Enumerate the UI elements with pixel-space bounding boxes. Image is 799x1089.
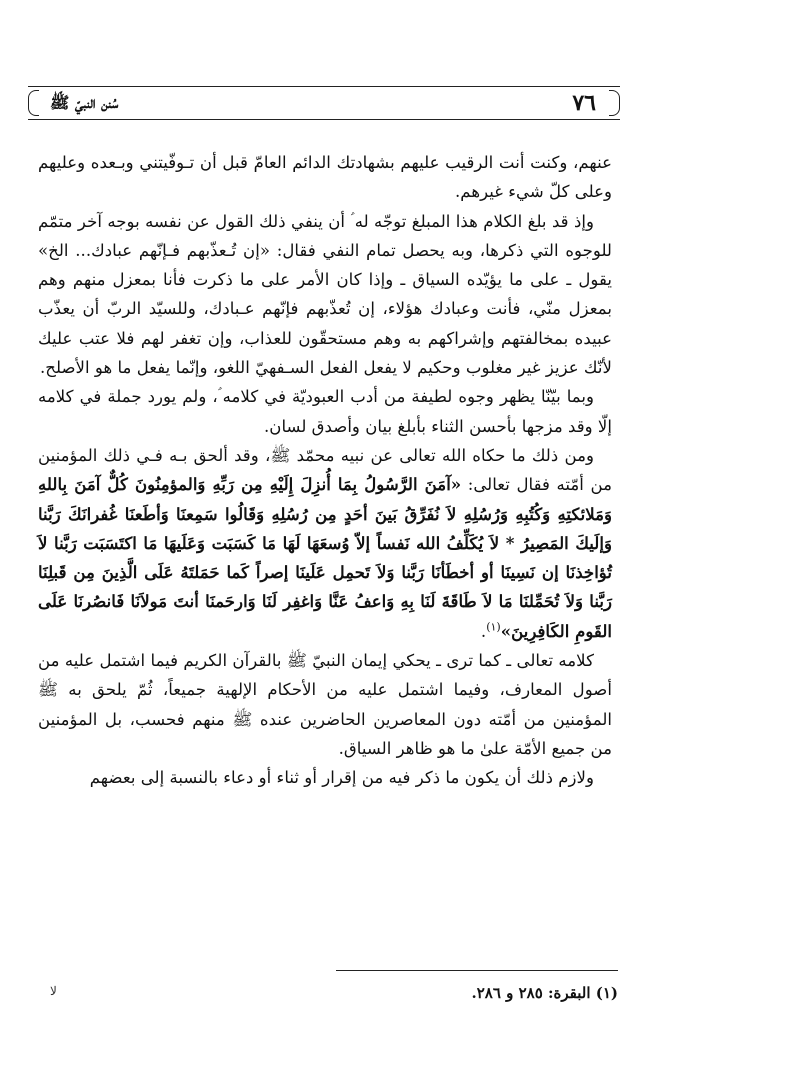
page-number: ٧٦ [572, 90, 596, 116]
paragraph: وإذ قد بلغ الكلام هذا المبلغ توجّه له ؑ أن ينفي ذلك القول عن نفسه بوجه آخر متمّم للوجوه التي ذكرها، وبه يحصل تمام النفي فقال: «إن تُـعذّبهم فـإنّهم عبادك... الخ» يقول ـ على ما يؤيّده السياق ـ وإذا كان الأمر على ما ذكرت فأنا بمعزل منهم وهم بمعزل منّي، فأنت وعبادك هؤلاء، إن تُعذّبهم فإنّهم عـبادك، وللسيّد الربّ أن يعذّب عبيده بمخالفتهم وإشراكهم به وهم مستحقّون للعذاب، وإن تغفر لهم فلا عتب عليك لأنّك عزيز غير مغلوب وحكيم لا يفعل الفعل السـفهيّ اللغو، وإنّما يفعل ما هو الأصلح. [38, 211, 612, 378]
paragraph-lead: ومن ذلك ما حكاه الله تعالى عن نبيه محمّد ﷺ، وقد ألحق بـه فـي ذلك المؤمنين من أمّته فقال تعالى: [38, 445, 612, 495]
paragraph-with-quran-quote [38, 441, 612, 646]
paragraph: كلامه تعالى ـ كما ترى ـ يحكي إيمان النبيّ ﷺ بالقرآن الكريم فيما اشتمل عليه من أصول المعارف، وفيما اشتمل عليه من الأحكام الإلهية جميعاً، ثُمّ يلحق به ﷺ المؤمنين من أمّته دون المعاصرين الحاضرين عنده ﷺ منهم فحسب، بل المؤمنين من جميع الأمّة علىٰ ما هو ظاهر السياق. [38, 651, 612, 758]
paragraph: عنهم، وكنت أنت الرقيب عليهم بشهادتك الدائم العامّ قبل أن تـوفّيتني وبـعده وعليهم وعلى كلّ شيء غيرهم. [38, 153, 612, 202]
quran-quote: «آمَنَ الرَّسُولُ بِمَا أُنزِلَ إِلَيْهِ مِن رَبِّهِ وَالمؤمِنُونَ كُلٌّ آمَنَ بِاللهِ وَمَلائكتِهِ وَكُتُبِهِ وَرُسُلِهِ لاَ نُفَرِّقُ بَينَ أحَدٍ مِن رُسُلِهِ وَقَالُوا سَمِعنَا وَأطَعنَا غُفرانَكَ رَبَّنا وَإلَيكَ المَصِيرُ * لاَ يُكَلِّفُ الله نَفساً إلاّ وُسعَهَا لَهَا مَا كَسَبَت وَعَلَيهَا مَا اكتَسَبَت رَبَّنا لاَ تُؤاخِذنَا إن نَسِينَا أو أخطَأنَا رَبَّنا وَلاَ تَحمِل عَلَينَا إصراً كَما حَمَلتَهُ عَلَى الَّذِينَ مِن قَبلِنَا رَبَّنا وَلاَ تُحَمِّلنَا مَا لاَ طَاقَةَ لَنَا بِهِ وَاعفُ عَنَّا وَاغفِر لَنَا وَارحَمنَا أنتَ مَولاَنَا فَانصُرنَا عَلَى القَومِ الكَافِرِينَ» [38, 474, 612, 641]
footnote: (١) البقرة: ٢٨٥ و ٢٨٦. [471, 984, 618, 1002]
main-text [38, 148, 612, 793]
running-title: سُنن النبيّ ﷺ [50, 93, 119, 112]
running-header [28, 86, 620, 120]
paragraph-tail: . [480, 621, 487, 641]
footnote-separator [336, 970, 618, 971]
corner-mark: ﻻ [50, 984, 57, 998]
paragraph: ولازم ذلك أن يكون ما ذكر فيه من إقرار أو ثناء أو دعاء بالنسبة إلى بعضهم [89, 768, 594, 788]
paragraph: وبما بيّنّا يظهر وجوه لطيفة من أدب العبوديّة في كلامه ؑ، ولم يورد جملة في كلامه إلّا وقد مزجها بأحسن الثناء بأبلغ بيان وأصدق لسان. [38, 387, 612, 436]
footnote-reference: (١) [486, 620, 501, 634]
